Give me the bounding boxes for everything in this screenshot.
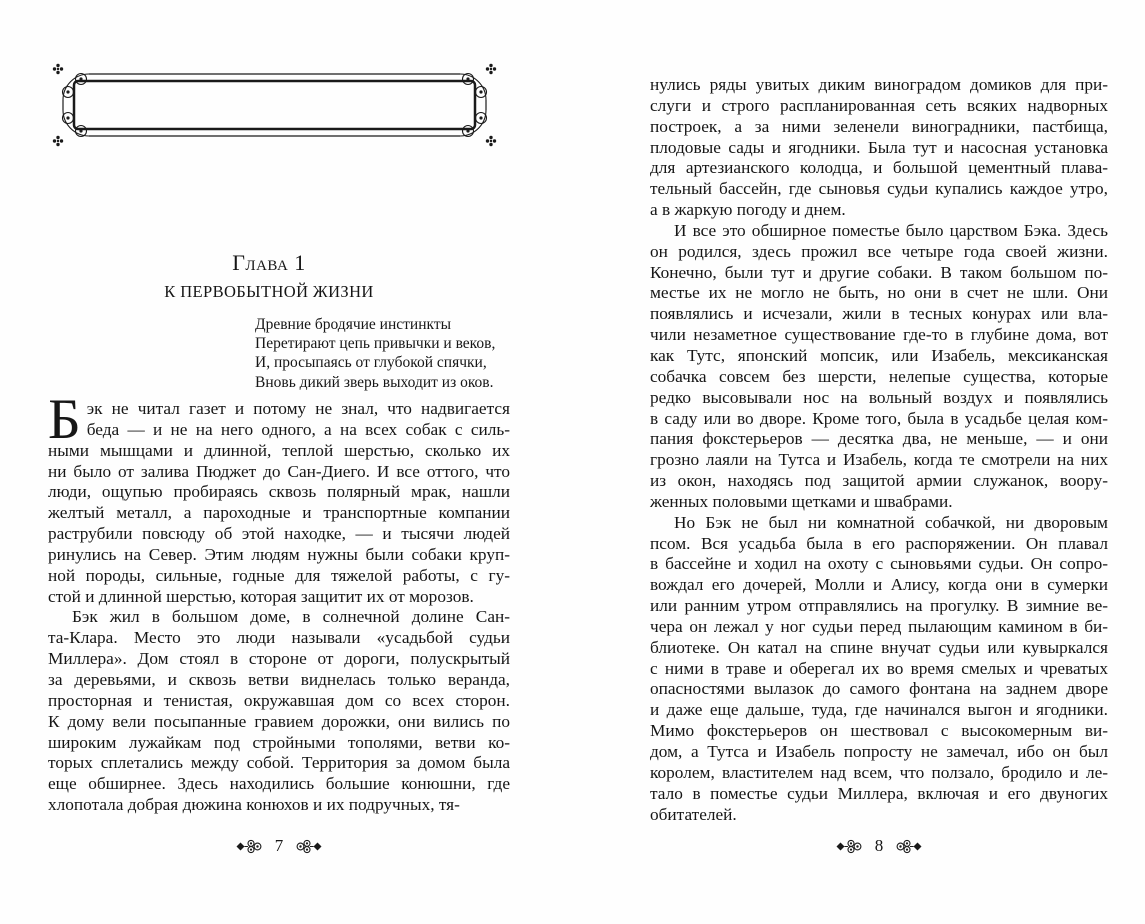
epigraph-line: Вновь дикий зверь выходит из оков. bbox=[255, 373, 494, 391]
text-line: Бэк жил в большом доме, в солнечной долине Сан- bbox=[72, 607, 510, 627]
text-line: блиотеке. Он катал на спине внучат судьи или кувыркался bbox=[650, 637, 1108, 657]
drop-cap: Б bbox=[48, 388, 81, 451]
text-line: ринулись на Север. Этим людям нужны были собаки круп- bbox=[48, 544, 510, 564]
text-line: а в жаркую погоду и днем. bbox=[650, 200, 846, 220]
text-line: слуги и строго распланированная сеть всяких надворных bbox=[650, 95, 1108, 115]
paragraph bbox=[48, 388, 510, 607]
epigraph-line: И, просыпаясь от глубокой спячки, bbox=[255, 354, 487, 372]
text-line: дом, а Тутса и Изабель попросту не замечал, ибо он был bbox=[650, 742, 1108, 761]
paragraph bbox=[650, 513, 1108, 826]
text-line: ни было от залива Пюджет до Сан-Диего. И все оттого, что bbox=[48, 461, 510, 481]
text-line: местье их не могло не быть, но они в счет не шли. Они bbox=[650, 283, 1108, 303]
text-line: в бассейне и ходил на охоту с сыновьями судьи. Он сопро- bbox=[650, 554, 1108, 574]
text-line: обитателей. bbox=[650, 804, 737, 824]
page-left bbox=[48, 0, 510, 924]
paragraph bbox=[48, 607, 510, 815]
epigraph-line: Древние бродячие инстинкты bbox=[255, 316, 452, 333]
text-line: редко высовывали нос на вольный воздух и появлялись bbox=[650, 387, 1108, 407]
fleuron-left-icon bbox=[235, 839, 262, 854]
text-line: К дому вели посыпанные гравием дорожки, они вились по bbox=[48, 711, 510, 731]
text-line: та-Клара. Место это люди называли «усадьбой судьи bbox=[48, 628, 510, 648]
fleuron-right-icon bbox=[296, 839, 323, 854]
text-line: нулись ряды увитых диким виноградом домиков для при- bbox=[650, 75, 1108, 94]
text-line: для артезианского колодца, и большой цементный плава- bbox=[650, 158, 1108, 178]
text-line: Миллера». Дом стоял в стороне от дороги, полускрытый bbox=[48, 649, 510, 669]
page-right bbox=[650, 0, 1108, 924]
text-line: хлопотала добрая дюжина конюхов и их подручных, тя- bbox=[48, 795, 460, 815]
page-number-right-row bbox=[650, 836, 1108, 856]
chapter-label: Глава 1 bbox=[232, 250, 306, 275]
text-line: или ранним утром отправлялись на прогулку. В зимние ве- bbox=[650, 596, 1108, 616]
fleuron-right-icon bbox=[896, 839, 923, 854]
text-line: чера он лежал у ног судьи перед пылающим камином в би- bbox=[650, 616, 1108, 636]
paragraph bbox=[650, 75, 1108, 221]
text-line: и даже еще дальше, туда, где начинался выгон и ягодники. bbox=[650, 700, 1108, 720]
text-line: в саду или во дворе. Кроме того, была в усадьбе целая ком- bbox=[650, 408, 1108, 428]
chapter-title: К ПЕРВОБЫТНОЙ ЖИЗНИ bbox=[164, 282, 374, 301]
text-line: люди, ощупью пробираясь сквозь полярный мрак, нашли bbox=[48, 482, 510, 502]
text-line: раструбили повсюду об этой находке, — и тысячи людей bbox=[48, 524, 510, 544]
text-line: с ними в траве и оберегал их во время смелых и чреватых bbox=[650, 658, 1108, 678]
text-line: торых сплетались между собой. Территория за домом была bbox=[48, 753, 510, 773]
text-line: широким лужайкам под стройными тополями, ветви ко- bbox=[48, 732, 510, 752]
paragraph bbox=[650, 221, 1108, 513]
text-line: появлялись и исчезали, жили в тесных конурах или вла- bbox=[650, 304, 1108, 324]
text-line: еще обширнее. Здесь находились большие конюшни, где bbox=[48, 774, 510, 794]
epigraph-line: Перетирают цепь привычки и веков, bbox=[255, 335, 496, 353]
page-number: 8 bbox=[874, 836, 884, 855]
page-number: 7 bbox=[274, 836, 284, 855]
text-line: грозно лаяли на Тутса и Изабель, когда те смотрели на них bbox=[650, 450, 1108, 470]
text-line: он родился, здесь прожил все четыре года своей жизни. bbox=[650, 241, 1108, 261]
text-line: чили незаметное существование где-то в глубине дома, вот bbox=[650, 325, 1108, 345]
text-line: за деревьями, и сквозь ветви виднелась только веранда, bbox=[48, 669, 510, 689]
text-line: эк не читал газет и потому не знал, что надвигается bbox=[86, 399, 510, 418]
text-line: ными мышцами и длинной, теплой шерстью, сколько их bbox=[48, 440, 510, 460]
text-line: ной породы, сильные, годные для тяжелой работы, с гу- bbox=[48, 565, 510, 585]
text-line: собачка совсем без шерсти, нелепые существа, которые bbox=[650, 366, 1108, 386]
header-ornament-frame bbox=[51, 62, 498, 148]
text-line: желтый металл, а пароходные и транспортные компании bbox=[48, 503, 510, 523]
text-line: королем, властителем над всем, что ползало, бродило и ле- bbox=[650, 762, 1108, 782]
text-line: тельный бассейн, где сыновья судьи купались каждое утро, bbox=[650, 179, 1108, 199]
text-line: И все это обширное поместье было царством Бэка. Здесь bbox=[674, 220, 1108, 240]
text-line: плодовые сады и ягодники. Была тут и насосная установка bbox=[650, 137, 1108, 157]
text-line: тало в поместье судьи Миллера, включая и его двуногих bbox=[650, 783, 1108, 803]
right-page-body bbox=[650, 75, 1108, 825]
text-line: опасностями вылазок до самого фонтана на заднем дворе bbox=[650, 679, 1108, 699]
text-line: построек, а за ними зеленели виноградники, пастбища, bbox=[650, 116, 1108, 136]
text-line: Мимо фокстерьеров он шествовал с высокомерным ви- bbox=[650, 721, 1108, 741]
epigraph bbox=[255, 315, 495, 392]
text-line: просторная и тенистая, окружавшая дом со всех сторон. bbox=[48, 690, 510, 710]
text-line: женных половыми щетками и швабрами. bbox=[650, 491, 953, 511]
text-line: беда — и не на него одного, а на всех собак с силь- bbox=[86, 419, 510, 439]
text-line: вождал его дочерей, Молли и Алису, когда они в сумерки bbox=[650, 575, 1108, 595]
text-line: из окон, находясь под защитой армии служанок, воору- bbox=[650, 471, 1108, 491]
text-line: псом. Вся усадьба была в его распоряжении. Он плавал bbox=[650, 533, 1108, 553]
text-line: как Тутс, японский мопсик, или Изабель, мексиканская bbox=[650, 345, 1108, 365]
text-line: Конечно, были тут и другие собаки. В таком большом по- bbox=[650, 262, 1108, 282]
fleuron-left-icon bbox=[835, 839, 862, 854]
page-number-left-row bbox=[48, 836, 510, 856]
text-line: стой и длинной шерстью, которая защитит их от морозов. bbox=[48, 586, 474, 606]
left-page-body bbox=[48, 388, 510, 816]
text-line: пания фокстерьеров — десятка два, не меньше, — и они bbox=[650, 429, 1108, 449]
text-line: Но Бэк не был ни комнатной собачкой, ни дворовым bbox=[674, 512, 1108, 532]
